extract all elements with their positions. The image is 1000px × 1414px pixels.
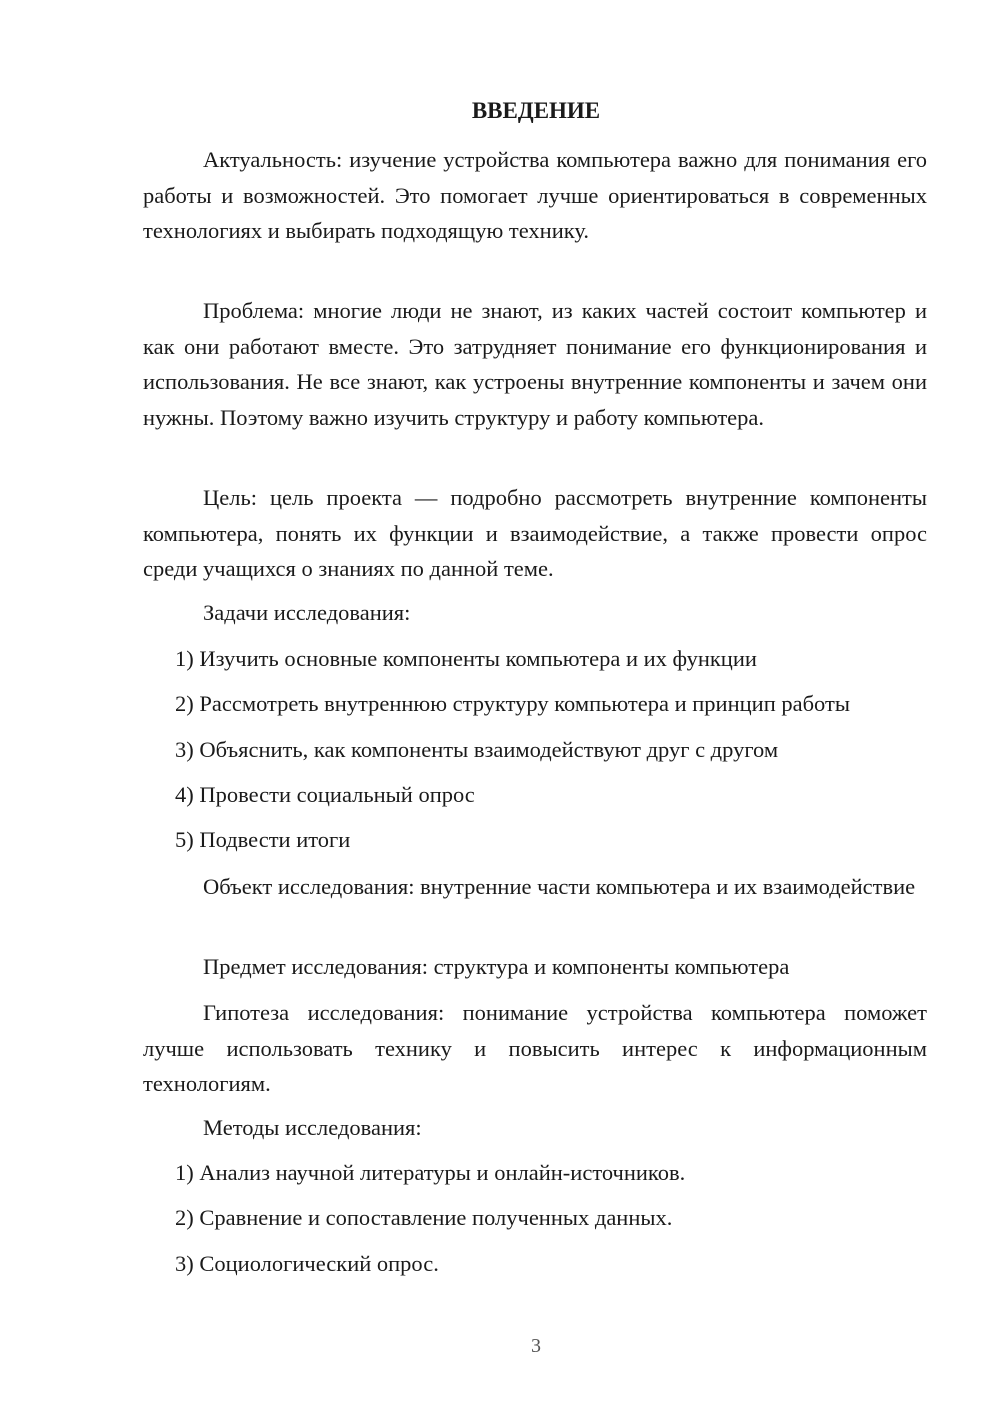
tasks-heading: Задачи исследования:: [203, 600, 411, 625]
method-item: 2) Сравнение и сопоставление полученных данных.: [175, 1205, 673, 1230]
problem-paragraph: Проблема: многие люди не знают, из каких частей состоит компьютер и как они работают вместе. Это затрудняет понимание его функционирования и использования. Не все знают, как устроены внутренние компоненты и зачем они нужны. Поэтому важно изучить структуру и работу компьютера.: [143, 298, 927, 430]
method-item: 1) Анализ научной литературы и онлайн-источников.: [175, 1160, 686, 1185]
methods-heading: Методы исследования:: [203, 1115, 422, 1140]
goal-paragraph: Цель: цель проекта — подробно рассмотреть внутренние компоненты компьютера, понять их функции и взаимодействие, а также провести опрос среди учащихся о знаниях по данной теме.: [143, 485, 927, 581]
object-paragraph: Объект исследования: внутренние части компьютера и их взаимодействие: [203, 874, 916, 899]
task-item: 5) Подвести итоги: [175, 827, 351, 852]
page-title: ВВЕДЕНИЕ: [471, 98, 601, 123]
task-item: 1) Изучить основные компоненты компьютера и их функции: [175, 646, 757, 671]
task-item: 3) Объяснить, как компоненты взаимодействуют друг с другом: [175, 737, 779, 762]
page-number: 3: [531, 1335, 541, 1357]
relevance-paragraph: Актуальность: изучение устройства компьютера важно для понимания его работы и возможностей. Это помогает лучше ориентироваться в современных технологиях и выбирать подходящую технику.: [143, 147, 927, 243]
task-item: 2) Рассмотреть внутреннюю структуру компьютера и принцип работы: [175, 691, 850, 716]
subject-line: Предмет исследования: структура и компоненты компьютера: [203, 954, 790, 979]
hypothesis-paragraph: Гипотеза исследования: понимание устройства компьютера поможет лучше использовать технику и повысить интерес к информационным технологиям.: [143, 1000, 927, 1096]
method-item: 3) Социологический опрос.: [175, 1251, 439, 1276]
task-item: 4) Провести социальный опрос: [175, 782, 475, 807]
